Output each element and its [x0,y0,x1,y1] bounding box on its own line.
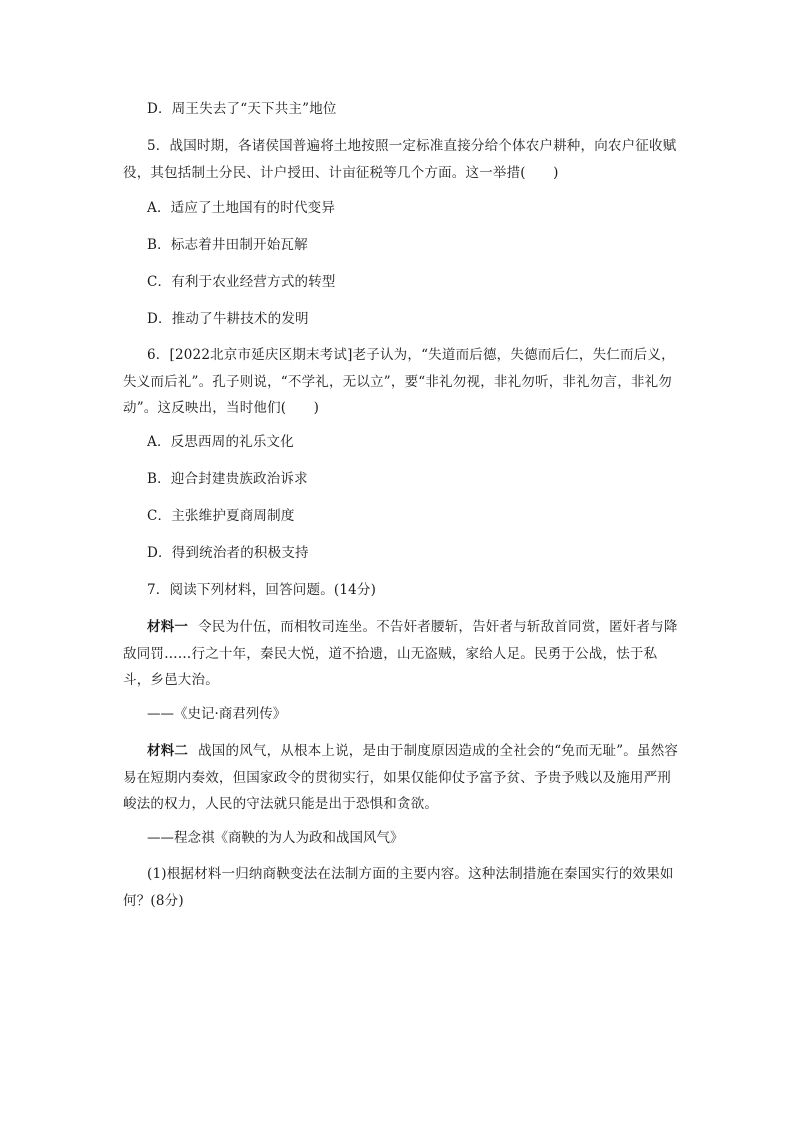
material1-source: ——《史记·商君列传》 [147,706,287,722]
q5-option-b: B．标志着井田制开始瓦解 [147,237,308,253]
material2-source: ——程念祺《商鞅的为人为政和战国风气》 [147,830,404,846]
q6-stem: 6．[2022北京市延庆区期末考试]老子认为，“失道而后德，失德而后仁，失仁而后义，失义而后礼”。孔子则说，“不学礼，无以立”，要“非礼勿视，非礼勿听，非礼勿言，非礼勿动”。这反映出，当时他们( ) [123,347,675,416]
q7-material2 [123,738,683,818]
q5-option-a: A．适应了土地国有的时代变异 [147,200,336,216]
q6-option-b: B．迎合封建贵族政治诉求 [147,471,308,487]
material1-label: 材料一 [147,619,189,635]
q5-stem: 5．战国时期，各诸侯国普遍将土地按照一定标准直接分给个体农户耕种，向农户征收赋役，其包括制土分民、计户授田、计亩征税等几个方面。这一举措( ) [123,138,677,181]
q7-subquestion-1: (1)根据材料一归纳商鞅变法在法制方面的主要内容。这种法制措施在秦国实行的效果如何？(8分) [123,866,674,909]
material2-label: 材料二 [147,743,189,759]
material2-text: 战国的风气，从根本上说，是由于制度原因造成的全社会的“免而无耻”。虽然容易在短期内奏效，但国家政令的贯彻实行，如果仅能仰仗予富予贫、予贵予贱以及施用严刑峻法的权力，人民的守法就只能是出于恐惧和贪欲。 [123,743,679,812]
q5-option-d: D．推动了牛耕技术的发明 [147,311,309,327]
q7-stem: 7．阅读下列材料，回答问题。(14分) [147,582,377,598]
material1-text: 令民为什伍，而相牧司连坐。不告奸者腰斩，告奸者与斩敌首同赏，匿奸者与降敌同罚……行之十年，秦民大悦，道不拾遗，山无盗贼，家给人足。民勇于公战，怯于私斗，乡邑大治。 [123,619,678,688]
q6-option-a: A．反思西周的礼乐文化 [147,434,294,450]
q6-option-c: C．主张维护夏商周制度 [147,508,295,524]
q4-option-d: D．周王失去了“天下共主”地位 [147,101,337,117]
q7-material1 [123,614,683,694]
q5-option-c: C．有利于农业经营方式的转型 [147,274,336,290]
q6-option-d: D．得到统治者的积极支持 [147,545,309,561]
